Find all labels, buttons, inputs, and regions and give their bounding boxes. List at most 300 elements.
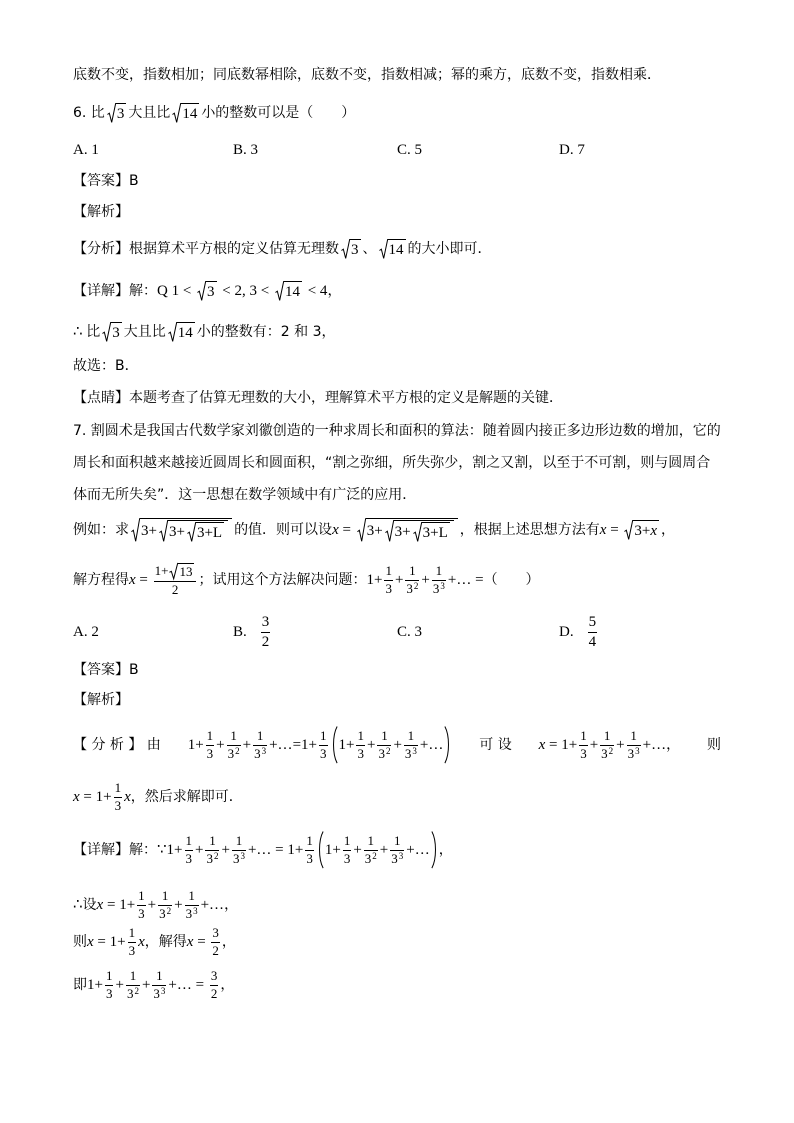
math-text: 1+ [301,737,317,753]
math-text: 3 [351,242,359,258]
square-root [357,518,458,542]
math-text: A. 2 [73,624,99,640]
math-text: 1 [138,888,145,904]
fraction-denominator [158,906,172,921]
fraction [105,969,114,1001]
parenthesized-content [338,726,445,764]
math-text: 1 [256,728,264,744]
fraction [114,781,123,813]
math-text: = [103,897,120,913]
math-text: D. [559,624,574,640]
math-text: 3 [112,325,120,341]
fraction-numerator [253,729,267,745]
exponent: 3 [398,850,404,861]
fraction [126,969,140,1001]
math-variable: x [538,737,546,753]
math-text: 1 [306,833,313,849]
power [233,852,245,866]
math-text: + [379,842,389,858]
math-text: 3+ [366,523,383,539]
math-text: 3 [580,745,587,761]
text-run: 则 [706,736,721,753]
power-base: 3 [206,850,213,866]
math-text: = 1+ [79,789,112,805]
math-text: 3+ [168,524,185,540]
text-run: 【详解】解： [73,841,157,858]
fraction-numerator [154,563,197,581]
radicand [284,281,302,301]
exponent: 3 [261,745,267,756]
math-text: = [606,522,623,538]
fraction-denominator [206,746,215,761]
math-text: +… [406,842,430,858]
text-run: 比 [86,323,101,340]
square-root [379,239,406,259]
math-text: 3 [261,614,270,630]
radical-sign [413,522,422,542]
math-text: 1+ [338,737,355,753]
exponent: 3 [412,745,417,756]
fraction [343,834,352,866]
radical-sign [341,239,350,259]
fraction [319,729,328,761]
text-run: 小的整数可以是（ ） [201,104,356,121]
math-text: 3 [138,905,145,921]
fraction-denominator [404,746,418,761]
math-text: +… [168,977,192,993]
math-text: + [195,842,204,858]
fraction-denominator [432,581,446,596]
square-root [275,281,302,301]
fraction [432,564,446,596]
exponent: 2 [385,745,391,756]
math-text: 1 [161,888,169,904]
exponent: 3 [240,850,245,861]
q6-option-c [397,128,422,172]
math-text: + [141,977,151,993]
text-run: 【分析】根据算术平方根的定义估算无理数 [73,240,339,257]
radical-sign [379,239,388,259]
radical-sign [357,518,366,542]
fraction-numerator [210,969,219,985]
fraction-numerator [128,926,137,942]
math-text: +… [247,842,272,858]
radical-sign [102,322,111,342]
math-text: + [366,737,376,753]
fraction-denominator [126,986,140,1001]
fraction-numerator [114,781,123,797]
math-text: C. 3 [397,624,423,640]
fraction-numerator [185,889,199,905]
exponent: 2 [372,850,377,861]
text-run: ， [666,736,681,753]
math-text: B. [233,624,247,640]
exponent: 2 [413,580,419,591]
text-run: 例如：求 [73,521,129,538]
fraction [356,729,365,761]
text-run: 大且比 [128,104,171,121]
power [365,852,377,866]
text-run: ， [220,976,235,993]
math-text: + [393,737,402,753]
fraction [253,729,267,761]
math-text: = [271,842,288,858]
fraction [158,889,172,921]
fraction-numerator [305,834,314,850]
fraction [377,729,391,761]
fraction-denominator [384,581,393,596]
radical-sign-glyph [341,239,350,259]
radical-sign-glyph [275,281,284,301]
radicand [111,322,122,342]
exponent: 3 [193,905,198,916]
math-text: 3+ [634,523,651,539]
math-expression [188,726,453,764]
math-text: 4 [588,633,597,650]
exponent: 3 [440,580,445,591]
math-text: 1 [129,968,137,984]
math-text: < 2, 3 < [218,283,273,299]
fraction-denominator [343,851,352,866]
math-text: 1+ [366,572,383,588]
power [601,747,613,761]
math-text: = 1+ [93,934,126,950]
math-variable: x [96,897,104,913]
math-text: 3 [185,850,193,866]
fraction-denominator [128,943,137,958]
text-run: 的大小即可． [407,240,492,257]
fraction-denominator [185,906,199,921]
math-text: 1 [630,728,637,744]
math-text: 3+L [196,525,223,541]
math-text: 1 [156,968,163,984]
power-base: 3 [406,580,413,596]
text-run: 【点睛】本题考查了估算无理数的大小，理解算术平方根的定义是解题的关键． [73,389,563,406]
math-text: 1+ [187,737,204,753]
q7-analysis-line-2 [73,775,243,819]
power [159,907,171,921]
math-text: 3 [105,985,113,1001]
fraction-denominator [253,746,267,761]
radical-sign-glyph [379,239,388,259]
math-text: 1 [407,728,415,744]
math-text: 2 [210,985,218,1001]
math-text: 2 [212,942,219,958]
text-run: 故选：B． [73,357,139,374]
radical-sign [131,518,140,542]
radicand [366,518,458,542]
math-text: B. 3 [233,142,259,158]
math-text: 3+ [394,524,411,540]
math-text: < 4 [303,283,328,299]
left-parenthesis-glyph [317,831,324,869]
radical-sign-glyph [385,520,394,542]
math-text: +… [419,737,444,753]
math-text: + [216,737,225,753]
power-base: 3 [391,850,398,866]
fraction-numerator [126,969,140,985]
power-base: 3 [232,850,240,866]
power [433,582,445,596]
q7-detail-line-3 [73,920,236,964]
radical-sign-glyph [168,322,177,342]
square-root [187,522,224,542]
fraction-numerator [227,729,241,745]
math-text: 1 [394,833,401,849]
radical-sign [187,522,196,542]
math-text: ∵ [157,842,167,858]
fraction [384,564,393,596]
fraction [211,926,220,958]
fraction-numerator [404,729,418,745]
text-run: 解方程得 [73,571,129,588]
text-run: 则 [73,933,87,950]
fraction-numerator [377,729,391,745]
math-expression [539,729,681,761]
math-text: 1 [185,833,193,849]
fraction-numerator [205,834,219,850]
fraction-denominator [588,633,598,651]
q7-example [73,508,675,552]
fraction-denominator [211,943,220,958]
math-text: +… = [447,572,484,588]
math-text: +… [642,737,667,753]
fraction [579,729,588,761]
fraction [627,729,641,761]
fraction-numerator [105,969,114,985]
section-heading: 【解析】 [73,203,129,220]
fraction-numerator [152,969,166,985]
right-parenthesis [431,831,438,869]
fraction [185,834,194,866]
power [186,907,198,921]
math-text: 3+L [422,525,448,541]
power [378,747,390,761]
math-text: 3+ [141,523,157,539]
radicand [206,281,217,301]
fraction [404,729,418,761]
math-text: 1 [206,728,214,744]
text-run: 大且比 [123,323,166,340]
fraction [206,729,215,761]
math-text: 3 [343,850,351,866]
fraction-numerator [356,729,365,745]
radical-sign-glyph [624,520,633,540]
math-text: 5 [588,614,597,630]
text-run: 7. 割圆术是我国古代数学家刘徽创造的一种求周长和面积的算法：随着圆内接正多边形边数的增加，它的 [73,422,721,439]
q7-analysis-line-1 [73,723,721,767]
math-text: 14 [182,106,198,122]
fraction-denominator [377,746,391,761]
math-text: 1+ [87,977,103,993]
math-variable: x [599,522,607,538]
fraction-numerator [579,729,588,745]
math-text: 1 [105,968,113,984]
text-run: 设 [82,896,97,913]
power [254,747,266,761]
math-text: 1 [435,563,443,579]
fraction [154,563,197,597]
radical-sign [159,520,168,542]
right-parenthesis-glyph [431,831,438,869]
math-text: + [221,842,230,858]
math-variable: x [73,789,80,805]
fraction-numerator [600,729,614,745]
text-run: 、 [362,240,377,257]
math-text: D. 7 [559,142,585,158]
fraction [588,614,598,650]
parenthesized-group [317,831,438,869]
fraction-denominator [356,746,365,761]
math-text: 3 [116,106,125,122]
fraction-denominator [390,851,404,866]
q6-analysis [73,227,492,271]
fraction-numerator [137,889,146,905]
fraction [185,889,199,921]
fraction-denominator [154,582,197,597]
radicand [196,522,224,542]
fraction-denominator [105,986,114,1001]
left-parenthesis-glyph [331,726,338,764]
radicand [388,239,406,259]
math-text: 3 [210,968,218,984]
fraction [600,729,614,761]
q7-option-d [559,610,599,654]
radical-sign-glyph [169,563,178,579]
math-text: 1+ [561,737,578,753]
fraction-numerator [211,926,220,942]
fraction-denominator [114,798,123,813]
fraction-denominator [579,746,588,761]
power [228,747,240,761]
fraction-denominator [205,851,219,866]
q7-options [73,610,721,654]
square-root [172,103,199,123]
math-text: = [545,737,562,753]
math-text: 3 [357,745,364,761]
math-text: = [135,572,152,588]
q6-option-d [559,128,585,172]
math-text: 1+ [287,842,304,858]
fraction [232,834,246,866]
math-text: 1 [603,728,611,744]
math-text: = [338,522,355,538]
fraction [364,834,378,866]
math-variable: x [650,523,658,539]
q6-detail [73,269,341,313]
power-base: 3 [432,580,440,596]
fraction-numerator [405,564,419,580]
math-text: 1+ [119,897,136,913]
math-text: 1 [367,833,375,849]
text-run: ， [224,896,239,913]
power [628,747,640,761]
math-text: 14 [388,242,404,258]
fraction-denominator [137,906,146,921]
text-run: 的值．则可以设 [234,521,333,538]
right-parenthesis-glyph [444,726,451,764]
math-variable: x [186,934,194,950]
power [153,987,165,1001]
math-text: 1 [580,728,587,744]
square-root [624,520,659,540]
square-root [107,103,127,123]
section-heading: 【解析】 [73,691,129,708]
radical-sign-glyph [357,518,366,542]
text-run: ，然后求解即可． [130,788,243,805]
power-base: 3 [378,745,385,761]
fraction [152,969,166,1001]
math-variable: x [87,934,94,950]
math-text: 1 [230,728,237,744]
square-root [341,239,361,259]
power-base: 3 [601,745,608,761]
math-text: 3 [114,797,122,813]
fraction-denominator [405,581,419,596]
exponent: 3 [160,985,166,996]
square-root [197,281,217,301]
power-base: 3 [126,985,134,1001]
math-text: 1 [385,563,392,579]
math-text: + [242,737,252,753]
radical-sign [168,322,177,342]
math-text: ∴ [73,324,87,340]
fraction-numerator [261,614,271,633]
radical-sign [197,281,206,301]
math-text: = [191,977,208,993]
exponent: 2 [134,985,139,996]
math-text: 1+ [166,842,183,858]
fraction-numerator [232,834,246,850]
exponent: 2 [213,850,219,861]
math-text: +… [200,897,225,913]
text-run: 小的整数有：2 和 3， [196,323,336,340]
fraction-denominator [152,986,166,1001]
math-variable: x [129,572,136,588]
fraction-numerator [627,729,641,745]
math-text: 1 [409,563,416,579]
parenthesized-group [331,726,452,764]
math-variable: x [138,934,145,950]
power [406,582,418,596]
radicand [178,563,194,579]
power [405,747,417,761]
radical-sign-glyph [197,281,206,301]
fraction-numerator [158,889,172,905]
text-run: ， [221,933,236,950]
text-run: 6. 比 [73,104,105,121]
fraction-numerator [206,729,215,745]
radicand [168,520,228,542]
math-text: = [292,737,302,753]
radicand [422,522,450,542]
fraction [405,564,419,596]
power-base: 3 [227,745,235,761]
math-text: + [394,572,404,588]
math-text: + [353,842,362,858]
radical-sign-glyph [107,103,116,123]
math-text: 3 [207,284,215,300]
fraction-denominator [319,746,328,761]
radicand [633,520,659,540]
square-root [131,518,232,542]
radical-sign [172,103,181,123]
fraction-numerator [343,834,352,850]
math-text: 3 [128,942,136,958]
square-root [413,522,450,542]
math-text: 3 [306,850,313,866]
math-text: 2 [171,581,179,597]
